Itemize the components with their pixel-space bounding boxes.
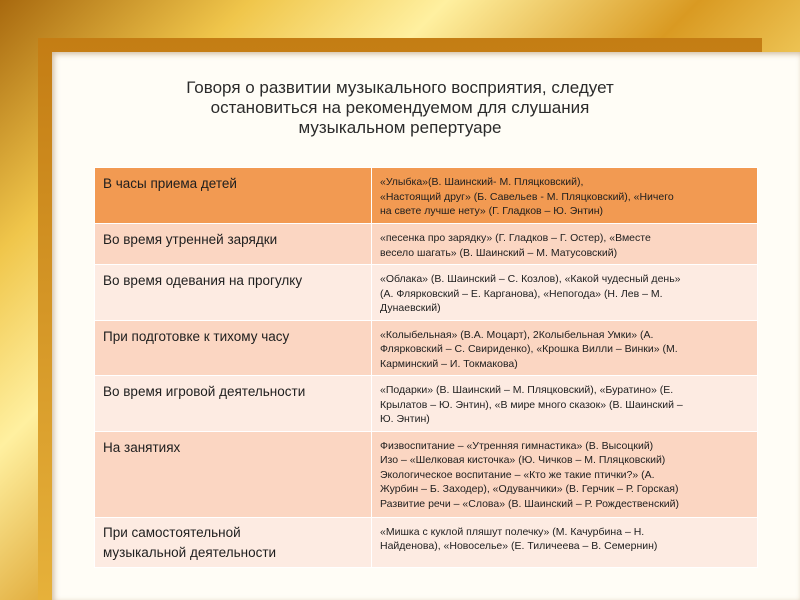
- situation-cell: В часы приема детей: [95, 168, 372, 224]
- repertoire-cell: «песенка про зарядку» (Г. Гладков – Г. Остер), «Вместе весело шагать» (В. Шаинский – М. Матусовский): [372, 224, 758, 265]
- table-row: [95, 431, 758, 517]
- situation-cell: На занятиях: [95, 431, 372, 517]
- table-row: [95, 376, 758, 432]
- table-row: [95, 517, 758, 567]
- situation-cell: Во время игровой деятельности: [95, 376, 372, 432]
- table-row: [95, 168, 758, 224]
- table-row: [95, 265, 758, 321]
- situation-cell: Во время одевания на прогулку: [95, 265, 372, 321]
- repertoire-cell: «Улыбка»(В. Шаинский- М. Пляцковский), «Настоящий друг» (Б. Савельев - М. Пляцковский), «Ничего на свете лучше нету» (Г. Гладков – Ю. Энтин): [372, 168, 758, 224]
- slide-title: Говоря о развитии музыкального восприятия, следует остановиться на рекомендуемом для слушания музыкальном репертуаре: [186, 78, 614, 137]
- repertoire-cell: Физвоспитание – «Утренняя гимнастика» (В. Высоцкий) Изо – «Шелковая кисточка» (Ю. Чичков – М. Пляцковский) Экологическое воспитание – «Кто же такие птички?» (А. Журбин – Б. Заходер), «Одуванчики» (В. Герчик – Р. Горская) Развитие речи – «Слова» (В. Шаинский – Р. Рождественский): [372, 431, 758, 517]
- situation-cell: При самостоятельной музыкальной деятельности: [95, 517, 372, 567]
- table-row: [95, 224, 758, 265]
- repertoire-cell: «Подарки» (В. Шаинский – М. Пляцковский), «Буратино» (Е. Крылатов – Ю. Энтин), «В мире много сказок» (В. Шаинский – Ю. Энтин): [372, 376, 758, 432]
- repertoire-cell: «Колыбельная» (В.А. Моцарт), 2Колыбельная Умки» (А. Флярковский – С. Свириденко), «Крошка Вилли – Винки» (М. Карминский – И. Токмакова): [372, 320, 758, 376]
- repertoire-table: [94, 167, 758, 568]
- situation-cell: При подготовке к тихому часу: [95, 320, 372, 376]
- repertoire-cell: «Облака» (В. Шаинский – С. Козлов), «Какой чудесный день» (А. Флярковский – Е. Карганова), «Непогода» (Н. Лев – М. Дунаевский): [372, 265, 758, 321]
- situation-cell: Во время утренней зарядки: [95, 224, 372, 265]
- repertoire-cell: «Мишка с куклой пляшут полечку» (М. Качурбина – Н. Найденова), «Новоселье» (Е. Тиличеева – В. Семернин): [372, 517, 758, 567]
- table-row: [95, 320, 758, 376]
